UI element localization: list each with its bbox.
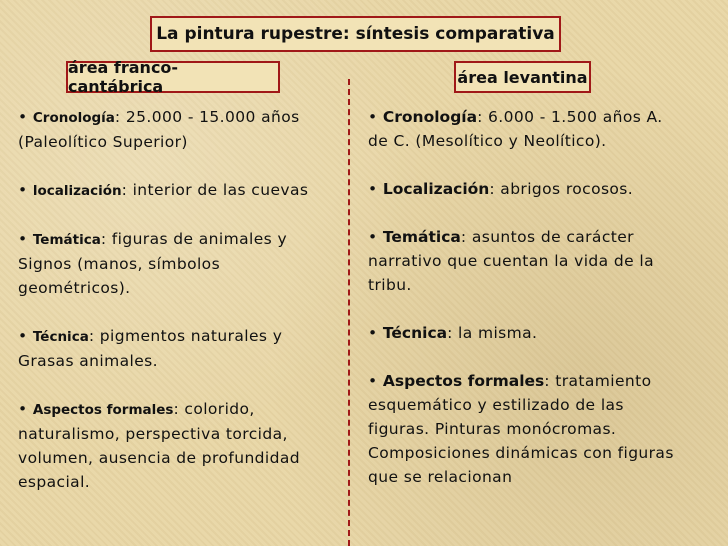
left-tecnica <box>18 324 338 373</box>
column-divider <box>348 79 350 546</box>
left-localizacion-text1: : interior de las cuevas <box>121 181 309 199</box>
right-cronologia-label: Cronología <box>382 108 478 126</box>
right-aspectos-text4: Composiciones dinámicas con figuras <box>368 444 674 462</box>
left-aspectos <box>18 397 338 494</box>
right-tecnica-text1: : la misma. <box>447 324 538 342</box>
left-aspectos-text3: volumen, ausencia de profundidad <box>18 449 300 467</box>
right-aspectos-text1: : tratamiento <box>544 372 652 390</box>
bullet: • <box>18 108 28 126</box>
right-localizacion-label: Localización <box>382 180 490 198</box>
left-aspectos-text2: naturalismo, perspectiva torcida, <box>18 425 288 443</box>
left-tecnica-line1 <box>18 324 338 349</box>
bullet: • <box>368 324 378 342</box>
left-aspectos-line1 <box>18 397 338 422</box>
right-aspectos-label: Aspectos formales <box>382 372 545 390</box>
left-tematica-text1: : figuras de animales y <box>100 230 288 248</box>
left-tematica-line1 <box>18 227 338 252</box>
left-tematica-text3: geométricos). <box>18 279 131 297</box>
right-tematica-text2: narrativo que cuentan la vida de la <box>368 252 654 270</box>
right-aspectos <box>368 369 718 489</box>
right-tecnica-line1 <box>368 321 718 345</box>
bullet: • <box>368 372 378 390</box>
right-localizacion <box>368 177 718 201</box>
heading-right-text: área levantina <box>457 67 588 87</box>
right-tematica-text3: tribu. <box>368 276 412 294</box>
right-tematica <box>368 225 718 297</box>
left-tecnica-text2: Grasas animales. <box>18 352 158 370</box>
right-cronologia <box>368 105 718 153</box>
left-tematica <box>18 227 338 300</box>
right-tecnica-label: Técnica <box>382 324 448 342</box>
right-column <box>368 105 718 489</box>
left-localizacion <box>18 178 338 203</box>
right-aspectos-text2: esquemático y estilizado de las <box>368 396 624 414</box>
left-aspectos-text4: espacial. <box>18 473 91 491</box>
right-tematica-line1 <box>368 225 718 249</box>
left-tematica-text2: Signos (manos, símbolos <box>18 255 221 273</box>
right-aspectos-line1 <box>368 369 718 393</box>
heading-left-text: área franco- cantábrica <box>68 58 179 96</box>
left-aspectos-text1: : colorido, <box>173 400 255 418</box>
slide-title-text: La pintura rupestre: síntesis comparativa <box>156 24 555 44</box>
left-cronologia-text2: (Paleolítico Superior) <box>18 133 188 151</box>
left-tematica-label: Temática <box>32 232 101 248</box>
bullet: • <box>368 108 378 126</box>
left-localizacion-line1 <box>18 178 338 203</box>
left-cronologia-line1 <box>18 105 338 130</box>
right-localizacion-line1 <box>368 177 718 201</box>
right-aspectos-text5: que se relacionan <box>368 468 513 486</box>
left-cronologia <box>18 105 338 154</box>
right-tematica-text1: : asuntos de carácter <box>460 228 634 246</box>
bullet: • <box>18 327 28 345</box>
bullet: • <box>368 228 378 246</box>
right-cronologia-text1: : 6.000 - 1.500 años A. <box>477 108 663 126</box>
right-localizacion-text1: : abrigos rocosos. <box>489 180 634 198</box>
left-localizacion-label: localización <box>32 183 122 199</box>
right-aspectos-text3: figuras. Pinturas monócromas. <box>368 420 617 438</box>
bullet: • <box>18 181 28 199</box>
heading-franco-cantabrica <box>66 58 280 96</box>
left-tecnica-label: Técnica <box>32 329 89 345</box>
left-tecnica-text1: : pigmentos naturales y <box>88 327 283 345</box>
left-column <box>18 105 338 494</box>
left-aspectos-label: Aspectos formales <box>32 402 174 418</box>
right-tematica-label: Temática <box>382 228 461 246</box>
bullet: • <box>368 180 378 198</box>
slide-title <box>150 16 561 52</box>
right-tecnica <box>368 321 718 345</box>
right-cronologia-text2: de C. (Mesolítico y Neolítico). <box>368 132 607 150</box>
heading-levantina <box>454 61 591 93</box>
left-cronologia-label: Cronología <box>32 110 115 126</box>
left-cronologia-text1: : 25.000 - 15.000 años <box>114 108 300 126</box>
bullet: • <box>18 230 28 248</box>
right-cronologia-line1 <box>368 105 718 129</box>
bullet: • <box>18 400 28 418</box>
